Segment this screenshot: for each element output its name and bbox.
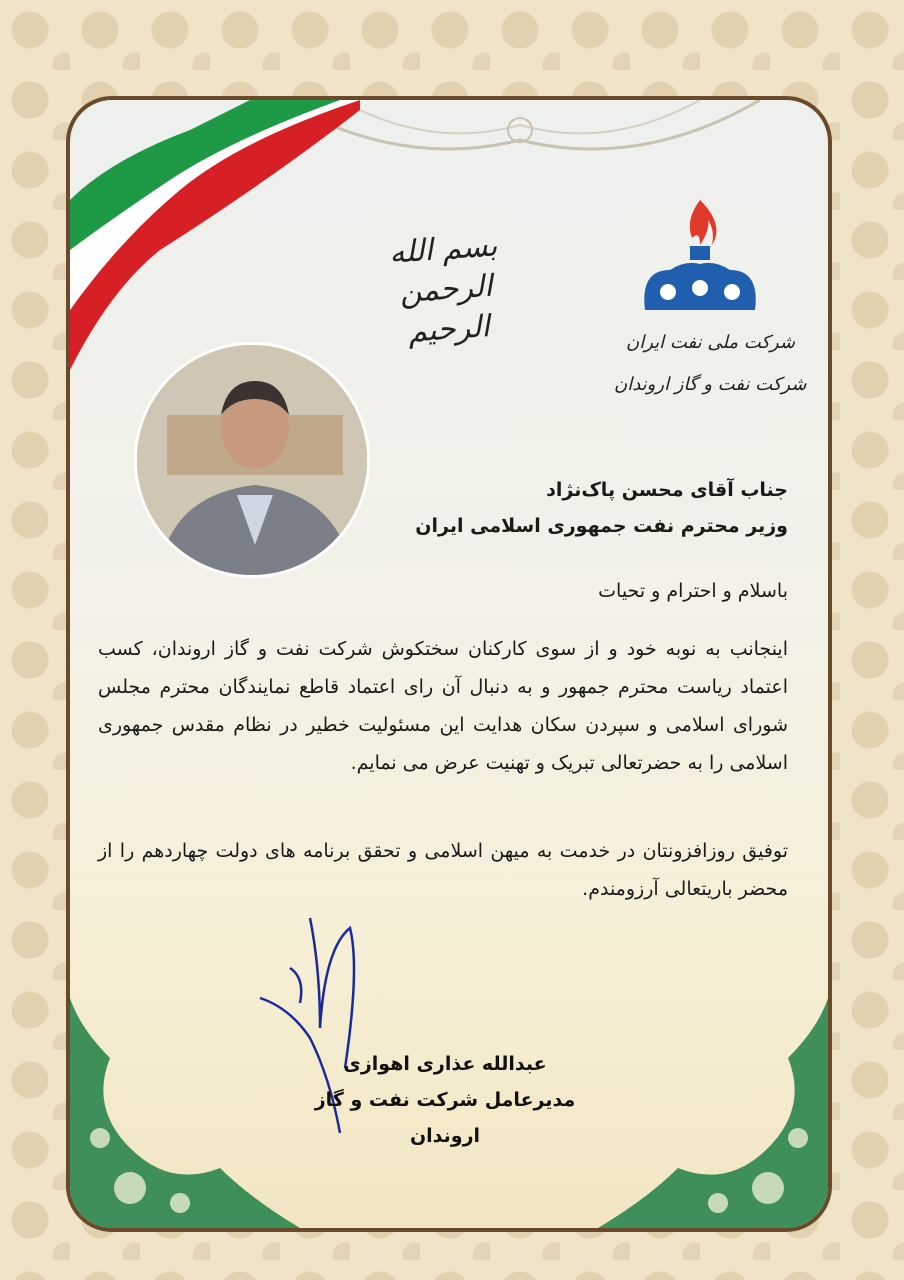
addressee-name: جناب آقای محسن پاک‌نژاد (546, 479, 788, 501)
company-name-nioc: شرکت ملی نفت ایران (626, 332, 795, 353)
signer-name: عبدالله عذاری اهوازی (343, 1053, 547, 1075)
letter-card (66, 96, 832, 1232)
company-name-arvandan: شرکت نفت و گاز اروندان (614, 374, 807, 395)
addressee-block (368, 472, 788, 544)
corner-ornament-right (598, 998, 828, 1228)
nioc-logo-icon (630, 200, 770, 320)
addressee-title: وزیر محترم نفت جمهوری اسلامی ایران (415, 515, 788, 537)
corner-ornament-left (70, 998, 300, 1228)
greeting: باسلام و احترام و تحیات (598, 580, 788, 602)
emblem-icon (179, 203, 197, 221)
bismillah-calligraphy: بسم الله الرحمن الرحیم (388, 228, 499, 350)
body-paragraph-1: اینجانب به نوبه خود و از سوی کارکنان سختکوش شرکت نفت و گاز اروندان، کسب اعتماد ریاست محترم جمهور و به دنبال آن رای اعتماد قاطع نمایندگان محترم مجلس شورای اسلامی و سپردن سکان هدایت این مسئولیت خطیر در نظام مقدس جمهوری اسلامی را به حضرتعالی تبریک و تهنیت عرض می نمایم. (98, 638, 788, 774)
signer-block (280, 1046, 610, 1154)
signer-title: مدیرعامل شرکت نفت و گاز اروندان (314, 1089, 576, 1147)
body-paragraph-2: توفیق روزافزونتان در خدمت به میهن اسلامی و تحقق برنامه های دولت چهاردهم را از محضر باریتعالی آرزومندم. (98, 840, 788, 900)
minister-photo (134, 342, 370, 578)
